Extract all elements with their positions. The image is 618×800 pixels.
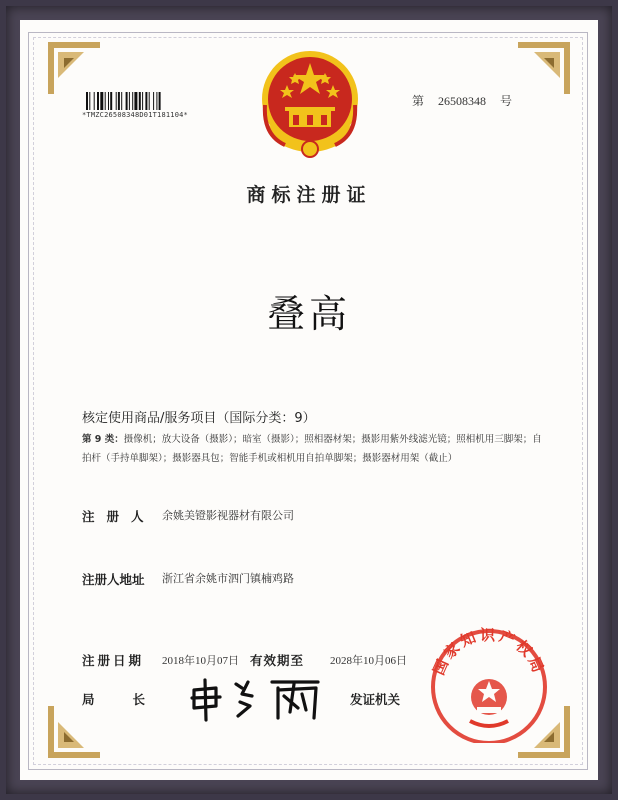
goods-heading: 核定使用商品/服务项目（国际分类：9） <box>82 411 316 426</box>
barcode-bar <box>134 92 137 110</box>
seal-text: 国家知识产权局 <box>429 626 549 678</box>
barcode-bar <box>89 92 90 110</box>
barcode-bar <box>108 92 109 110</box>
barcode-bar <box>159 92 161 110</box>
trademark-name: 叠高 <box>266 292 351 336</box>
registration-date-value: 2018年10月07日 <box>162 655 239 667</box>
registration-suffix: 号 <box>500 94 513 108</box>
barcode-bar <box>121 92 122 110</box>
valid-until-label: 有效期至 <box>250 653 305 668</box>
corner-ornament-top-left <box>44 38 104 98</box>
barcode-bar <box>156 92 157 110</box>
registration-number <box>412 92 512 109</box>
barcode-bar <box>105 92 106 110</box>
barcode-bars <box>86 92 218 110</box>
barcode-bar <box>142 92 143 110</box>
barcode <box>82 92 232 119</box>
valid-until-value: 2028年10月06日 <box>330 655 407 667</box>
registration-prefix: 第 <box>412 94 425 108</box>
svg-text:国家知识产权局 <box>430 626 549 678</box>
barcode-bar <box>129 92 130 110</box>
issuing-authority-label: 发证机关 <box>350 692 401 707</box>
barcode-bar <box>132 92 133 110</box>
barcode-bar <box>116 92 117 110</box>
barcode-text: *TMZC26508348D01T181104* <box>82 111 188 119</box>
corner-ornament-bottom-left <box>44 702 104 762</box>
barcode-bar <box>94 92 95 110</box>
barcode-bar <box>118 92 120 110</box>
barcode-bar <box>139 92 141 110</box>
barcode-bar <box>110 92 112 110</box>
barcode-bar <box>97 92 99 110</box>
goods-class-label: 第 9 类： <box>82 434 124 445</box>
goods-description <box>82 430 542 468</box>
registrant-value: 余姚美镫影视器材有限公司 <box>162 509 294 522</box>
barcode-bar <box>126 92 128 110</box>
goods-list: 摄像机；放大设备（摄影）；暗室（摄影）；照相器材架；摄影用紫外线滤光镜；照相机用三脚架；自拍杆（手持单脚架）；摄影器具包；智能手机或相机用自拍单脚架；摄影器材用架（截止） <box>82 434 542 464</box>
registration-number-value: 26508348 <box>438 94 487 108</box>
director-signature <box>186 672 336 724</box>
barcode-bar <box>153 92 154 110</box>
registrant-label: 注册人 <box>82 509 156 524</box>
barcode-bar <box>86 92 88 110</box>
director-label: 局长 <box>82 692 184 707</box>
national-emblem <box>255 45 365 163</box>
certificate-title: 商标注册证 <box>246 184 372 206</box>
barcode-bar <box>100 92 103 110</box>
barcode-bar <box>145 92 147 110</box>
registration-date-label: 注册日期 <box>82 653 145 668</box>
address-value: 浙江省余姚市泗门镇楠鸡路 <box>162 572 294 585</box>
official-seal <box>420 625 558 743</box>
corner-ornament-top-right <box>514 38 574 98</box>
barcode-bar <box>149 92 150 110</box>
address-label: 注册人地址 <box>82 572 145 587</box>
